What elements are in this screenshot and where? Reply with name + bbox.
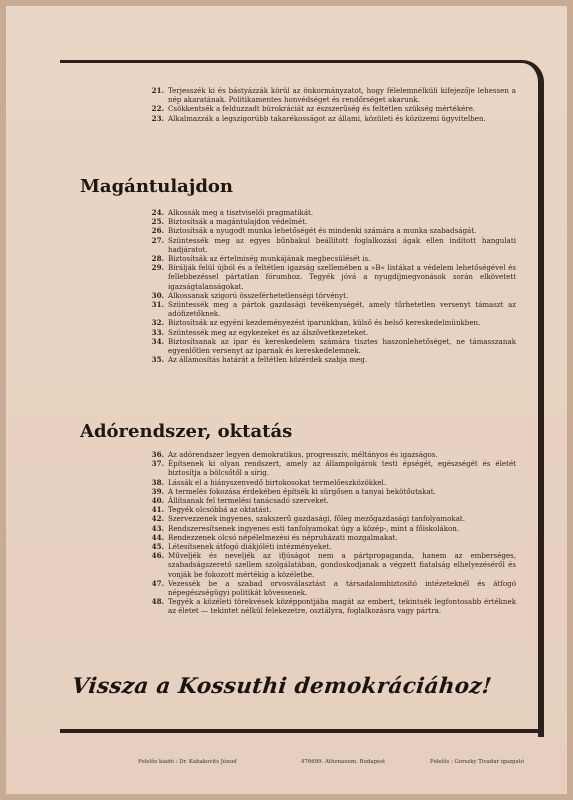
heading-magantulajdon: Magántulajdon xyxy=(80,176,234,197)
item-text: Létesítsenek átfogó diákjóléti intézményeket. xyxy=(168,542,332,552)
list-item xyxy=(148,254,516,263)
list-section-1 xyxy=(148,86,516,123)
list-item xyxy=(148,478,516,487)
list-item xyxy=(148,263,516,291)
item-text: Az államosítás határát a feltétlen közérdek szabja meg. xyxy=(168,355,368,365)
item-text: Biztosítsák az értelmiség munkájának megbecsülését is. xyxy=(168,254,371,264)
list-item xyxy=(148,208,516,217)
item-number: 38. xyxy=(151,477,164,487)
list-item xyxy=(148,337,516,355)
item-number: 27. xyxy=(151,235,164,245)
list-item xyxy=(148,236,516,254)
item-number: 29. xyxy=(151,263,164,273)
item-text: Szüntessék meg az egyes bűnbakul beállított foglalkozási ágak ellen indított hangulati hadjáratot. xyxy=(168,235,516,254)
item-number: 41. xyxy=(151,505,164,515)
item-text: Rendszeresítsenek ingyenes esti tanfolyamokat úgy a közép-, mint a főiskolákon. xyxy=(168,523,460,533)
item-number: 43. xyxy=(151,523,164,533)
item-text: Építsenek ki olyan rendszert, amely az állampolgárok testi épségét, egészségét és életét biztosítja a bölcsőtől a sírig. xyxy=(168,459,516,478)
item-text: Bírálják felül újból és a feltétlen igazság szellemében a »B« listákat a védelem lehetőségével és fellebbezéssel pártatlan fórumhoz. Tegyék jóvá a nyugdíjmegvonások során elkövetett igazságtalanságokat. xyxy=(168,263,516,291)
item-text: Szervezzenek ingyenes, szakszerű gazdasági, főleg mezőgazdasági tanfolyamokat. xyxy=(168,514,466,524)
item-number: 34. xyxy=(151,336,164,346)
heading-adorendszer: Adórendszer, oktatás xyxy=(80,421,293,442)
item-text: Biztosítsák a nyugodt munka lehetőségét és mindenki számára a munka szabadságát. xyxy=(168,226,477,236)
item-number: 44. xyxy=(151,532,164,542)
footer-manager: Felelős : Gorszky Tivadar igazgató xyxy=(430,759,525,765)
list-item xyxy=(148,226,516,235)
list-item xyxy=(148,459,516,477)
list-item xyxy=(148,597,516,615)
list-item xyxy=(148,524,516,533)
item-text: Csökkentsék a felduzzadt bürokráciát az észszerűség és feltétlen szükség mértékére. xyxy=(168,104,476,114)
item-text: Biztosítsanak az ipar és kereskedelem számára tisztes haszonlehetőséget, ne támasszanak egyenlőtlen versenyt az iparnak és kereskedelemnek. xyxy=(168,336,516,356)
item-number: 46. xyxy=(151,551,164,561)
item-number: 45. xyxy=(151,542,164,552)
item-number: 23. xyxy=(151,113,164,123)
item-number: 39. xyxy=(151,486,164,496)
item-number: 30. xyxy=(151,290,164,300)
list-item xyxy=(148,300,516,318)
item-text: Rendezzenek olcsó népélelmezési és népruházati mozgalmakat. xyxy=(168,532,398,542)
frame-bottom-rule xyxy=(60,729,544,733)
item-number: 32. xyxy=(151,318,164,328)
item-text: A termelés fokozása érdekében építsék ki sürgősen a tanyai bekötőutakat. xyxy=(168,486,436,496)
list-item xyxy=(148,542,516,551)
item-number: 35. xyxy=(151,355,164,365)
item-text: Szüntessék meg a pártok gazdasági tevékenységét, amely tűrhetetlen versenyt támaszt az adófizetőknek. xyxy=(168,300,516,319)
list-item xyxy=(148,533,516,542)
list-item xyxy=(148,104,516,113)
list-item xyxy=(148,496,516,505)
item-number: 22. xyxy=(151,104,164,114)
slogan: Vissza a Kossuthi demokráciához! xyxy=(70,674,494,699)
item-text: Biztosítsák a magántulajdon védelmét. xyxy=(168,217,308,227)
item-text: Terjesszék ki és bástyázzák körül az önkormányzatot, hogy félelemnélküli kifejezője lehessen a nép akaratának. Politikamentes honvédséget és rendőrséget akarunk. xyxy=(168,86,516,105)
item-text: Állítsanak fel termelési tanácsadó szerveket. xyxy=(168,496,329,506)
item-text: Szüntessék meg az egykezeket és az álszövetkezeteket. xyxy=(168,327,369,337)
list-item xyxy=(148,291,516,300)
list-item xyxy=(148,86,516,104)
item-number: 33. xyxy=(151,327,164,337)
item-number: 28. xyxy=(151,254,164,264)
item-number: 47. xyxy=(151,578,164,588)
item-text: Alkossák meg a tisztviselői pragmatikát. xyxy=(168,208,314,217)
item-number: 40. xyxy=(151,496,164,506)
item-number: 48. xyxy=(151,597,164,607)
list-item xyxy=(148,318,516,327)
list-section-2 xyxy=(148,208,516,364)
item-number: 37. xyxy=(151,459,164,469)
item-text: Vezessék be a szabad orvosválasztást a társadalombiztosító intézeteknél és átfogó népegészségügyi politikát kövessenek. xyxy=(168,578,516,598)
item-number: 24. xyxy=(151,208,164,217)
item-number: 42. xyxy=(151,514,164,524)
item-text: Az adórendszer legyen demokratikus, progresszív, méltányos és igazságos. xyxy=(168,450,438,459)
list-item xyxy=(148,505,516,514)
page-frame xyxy=(60,60,544,737)
footer-printer: 476699. Athenaeum. Budapest xyxy=(301,759,386,765)
item-number: 31. xyxy=(151,300,164,310)
item-text: Tegyék a közéleti törekvések középpontjába magát az embert, tekintsék legfontosabb értéknek az életet — tekintet nélkül felekezetre, osztályra, foglalkozásra vagy pártra. xyxy=(168,597,516,616)
item-text: Műveljék és neveljék az ifjúságot nem a pártpropaganda, hanem az emberséges, szabadságszerető szellem szolgálatában, gondoskodjanak a végzett fiatalság elhelyezéséről és vonják be fokozott mértékig a közéletbe. xyxy=(168,551,516,579)
list-item xyxy=(148,551,516,579)
item-text: Alkossanak szigorú összeférhetetlenségi törvényt. xyxy=(168,290,349,300)
item-number: 36. xyxy=(151,450,164,459)
item-number: 21. xyxy=(151,86,164,95)
item-text: Alkalmazzák a legszigorúbb takarékosságot az állami, közületi és közüzemi ügyvitelben. xyxy=(168,113,486,123)
list-item xyxy=(148,355,516,364)
list-item xyxy=(148,328,516,337)
list-item xyxy=(148,217,516,226)
item-text: Biztosítsák az egyéni kezdeményezést iparunkban, külső és belső kereskedelmünkben. xyxy=(168,318,481,328)
list-item xyxy=(148,450,516,459)
item-number: 25. xyxy=(151,217,164,227)
item-number: 26. xyxy=(151,226,164,236)
list-item xyxy=(148,487,516,496)
list-item xyxy=(148,114,516,123)
list-section-3 xyxy=(148,450,516,616)
list-item xyxy=(148,514,516,523)
item-text: Tegyék olcsóbbá az oktatást. xyxy=(168,505,272,515)
list-item xyxy=(148,579,516,597)
item-text: Lássák el a hiányszenvedő birtokosokat termelőeszközökkel. xyxy=(168,477,387,487)
footer-publisher: Felelős kiadó : Dr. Kabakovits József xyxy=(138,759,237,765)
